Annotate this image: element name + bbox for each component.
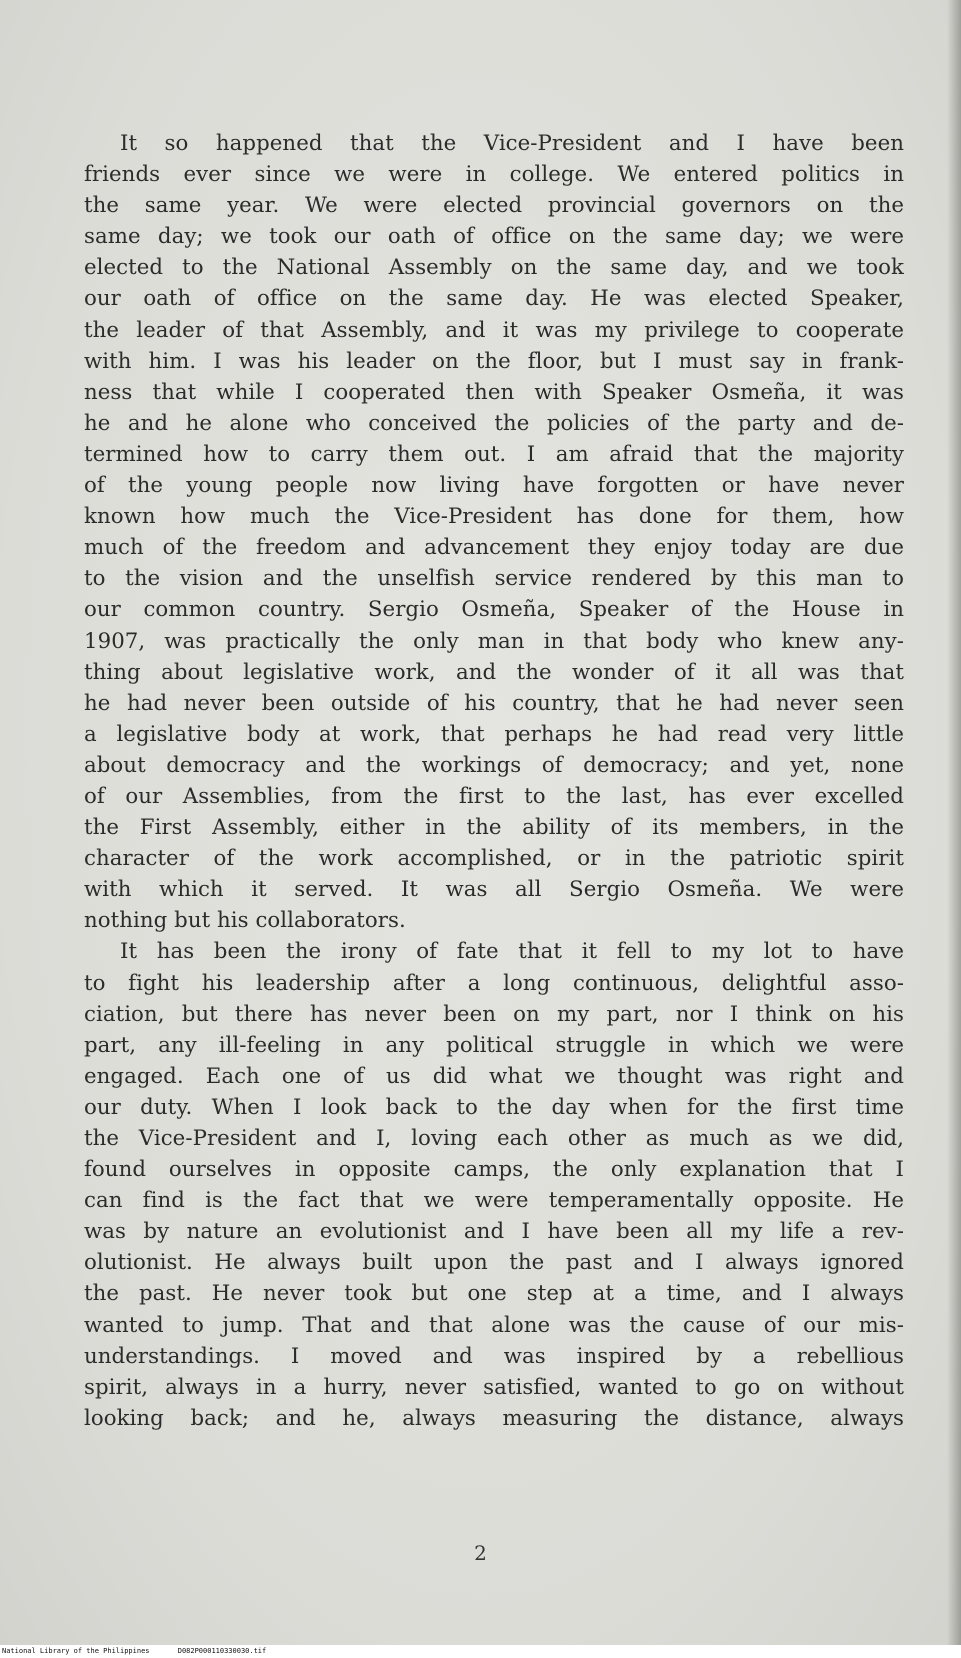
text-line: the leader of that Assembly, and it was my privilege to cooperate [84,317,904,343]
text-line: was by nature an evolutionist and I have been all my life a rev- [84,1219,904,1245]
text-line: to fight his leadership after a long continuous, delightful asso- [84,970,904,996]
page-edge-shadow [947,0,961,1645]
text-line: termined how to carry them out. I am afraid that the majority [84,441,904,467]
text-line: he had never been outside of his country, that he had never seen [84,690,904,716]
text-line: found ourselves in opposite camps, the only explanation that I [84,1157,904,1183]
text-line: to the vision and the unselfish service rendered by this man to [84,566,904,592]
text-line: thing about legislative work, and the wonder of it all was that [84,659,904,685]
text-line: our duty. When I look back to the day when for the first time [84,1094,904,1120]
text-line: spirit, always in a hurry, never satisfied, wanted to go on without [84,1374,904,1400]
text-line: friends ever since we were in college. We entered politics in [84,162,904,188]
text-line: part, any ill-feeling in any political struggle in which we were [84,1032,904,1058]
text-line: elected to the National Assembly on the same day, and we took [84,255,904,281]
text-line: ness that while I cooperated then with Speaker Osmeña, it was [84,379,904,405]
text-line: with which it served. It was all Sergio Osmeña. We were [84,877,904,903]
text-line: character of the work accomplished, or in the patriotic spirit [84,846,904,872]
text-line: wanted to jump. That and that alone was the cause of our mis- [84,1312,904,1338]
text-line: the Vice-President and I, loving each other as much as we did, [84,1126,904,1151]
text-line: It has been the irony of fate that it fell to my lot to have [120,939,904,965]
text-line: about democracy and the workings of democracy; and yet, none [84,752,904,778]
text-line: 1907, was practically the only man in that body who knew any- [84,628,904,654]
text-line: of the young people now living have forgotten or have never [84,473,904,499]
scan-footer [0,1645,961,1658]
text-line: nothing but his collaborators. [84,908,406,934]
text-line: olutionist. He always built upon the past and I always ignored [84,1250,904,1276]
text-line: a legislative body at work, that perhaps he had read very little [84,721,904,747]
text-line: of our Assemblies, from the first to the last, has ever excelled [84,783,904,809]
text-line: much of the freedom and advancement they enjoy today are due [84,535,904,561]
text-line: same day; we took our oath of office on the same day; we were [84,224,904,250]
body-text [84,128,904,1434]
text-line: with him. I was his leader on the floor, but I must say in frank- [84,348,904,374]
text-line: can find is the fact that we were temperamentally opposite. He [84,1188,904,1214]
page-number: 2 [474,1541,487,1565]
text-line: the First Assembly, either in the ability of its members, in the [84,815,904,841]
text-line: looking back; and he, always measuring the distance, always [84,1405,904,1431]
text-line: known how much the Vice-President has done for them, how [84,504,904,530]
text-line: the same year. We were elected provincial governors on the [84,193,904,219]
text-line: engaged. Each one of us did what we thought was right and [84,1063,904,1089]
text-line: It so happened that the Vice-President and I have been [120,131,904,156]
text-line: the past. He never took but one step at a time, and I always [84,1281,904,1307]
text-line: he and he alone who conceived the policies of the party and de- [84,410,904,436]
text-line: our oath of office on the same day. He was elected Speaker, [84,286,904,312]
text-line: our common country. Sergio Osmeña, Speaker of the House in [84,597,904,623]
text-line: understandings. I moved and was inspired by a rebellious [84,1343,904,1369]
footer-library: National Library of the Philippines [2,1647,150,1655]
text-line: ciation, but there has never been on my part, nor I think on his [84,1001,904,1027]
footer-file-name: D082P000110330030.tif [177,1647,267,1655]
